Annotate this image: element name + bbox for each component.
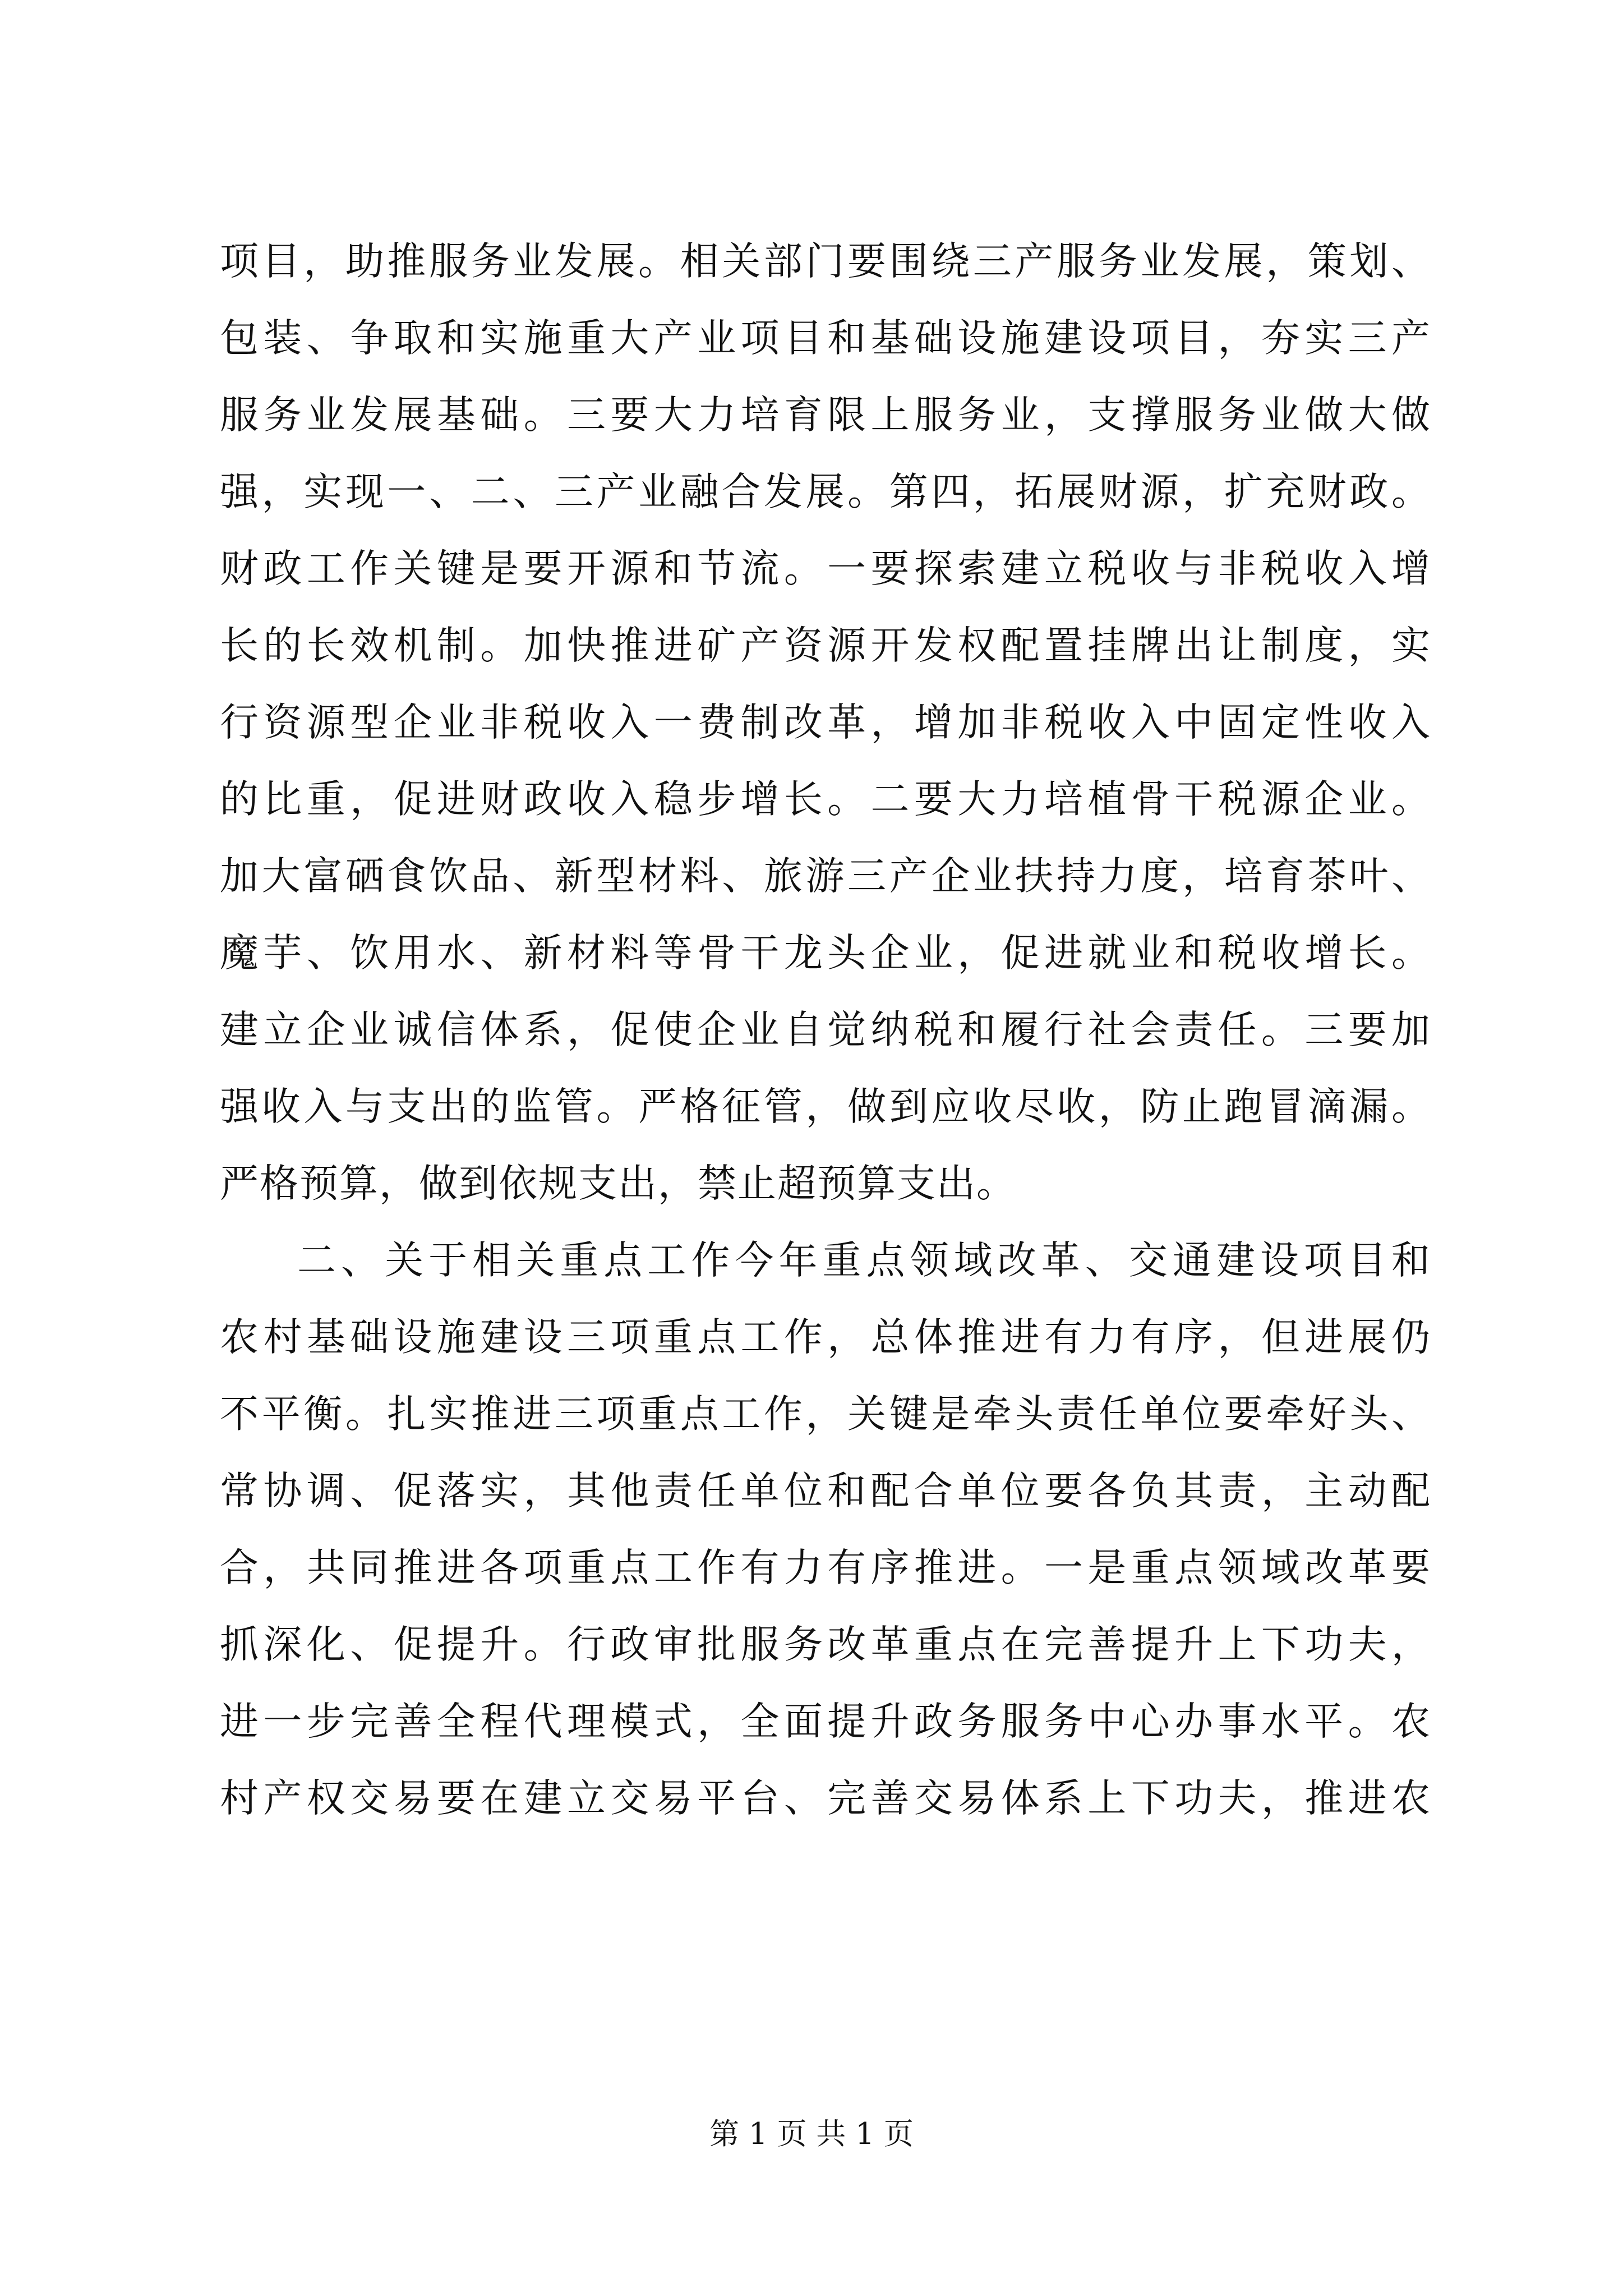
text-line: 常协调、促落实，其他责任单位和配合单位要各负其责，主动配 <box>220 1469 1431 1513</box>
text-line: 合，共同推进各项重点工作有力有序推进。一是重点领域改革要 <box>220 1545 1431 1590</box>
text-line: 服务业发展基础。三要大力培育限上服务业，支撑服务业做大做 <box>220 393 1431 438</box>
text-line: 行资源型企业非税收入一费制改革，增加非税收入中固定性收入 <box>220 700 1431 745</box>
page-footer: 第 1 页 共 1 页 <box>709 2117 914 2151</box>
text-line: 强，实现一、二、三产业融合发展。第四，拓展财源，扩充财政。 <box>220 470 1431 514</box>
text-line: 强收入与支出的监管。严格征管，做到应收尽收，防止跑冒滴漏。 <box>220 1084 1431 1129</box>
text-line: 魔芋、饮用水、新材料等骨干龙头企业，促进就业和税收增长。 <box>220 931 1431 976</box>
text-line: 财政工作关键是要开源和节流。一要探索建立税收与非税收入增 <box>220 546 1431 591</box>
text-line: 进一步完善全程代理模式，全面提升政务服务中心办事水平。农 <box>220 1699 1431 1744</box>
text-line: 建立企业诚信体系，促使企业自觉纳税和履行社会责任。三要加 <box>220 1007 1431 1052</box>
text-line: 的比重，促进财政收入稳步增长。二要大力培植骨干税源企业。 <box>220 777 1431 822</box>
body-text <box>220 223 1431 1837</box>
text-line: 农村基础设施建设三项重点工作，总体推进有力有序，但进展仍 <box>220 1315 1431 1360</box>
text-line: 不平衡。扎实推进三项重点工作，关键是牵头责任单位要牵好头、 <box>220 1392 1431 1437</box>
text-line: 长的长效机制。加快推进矿产资源开发权配置挂牌出让制度，实 <box>220 623 1431 668</box>
text-line: 项目，助推服务业发展。相关部门要围绕三产服务业发展，策划、 <box>220 239 1431 284</box>
text-line: 包装、争取和实施重大产业项目和基础设施建设项目，夯实三产 <box>220 316 1431 361</box>
paragraph-start-line: 二、关于相关重点工作今年重点领域改革、交通建设项目和 <box>297 1238 1431 1283</box>
text-line: 抓深化、促提升。行政审批服务改革重点在完善提升上下功夫， <box>220 1622 1431 1667</box>
text-line: 加大富硒食饮品、新型材料、旅游三产企业扶持力度，培育茶叶、 <box>220 854 1431 899</box>
text-line: 村产权交易要在建立交易平台、完善交易体系上下功夫，推进农 <box>220 1776 1431 1821</box>
text-line: 严格预算，做到依规支出，禁止超预算支出。 <box>220 1161 1016 1206</box>
